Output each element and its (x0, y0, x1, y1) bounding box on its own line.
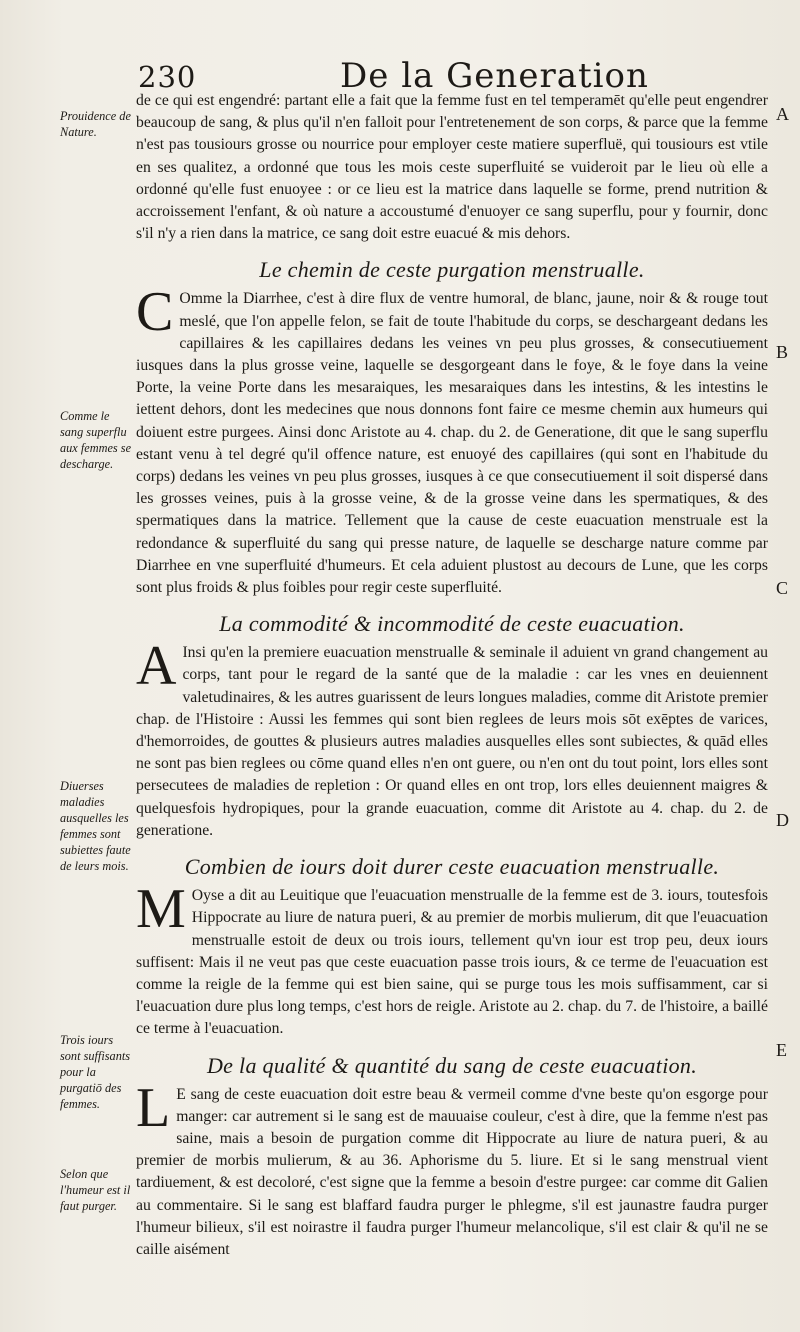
signature-mark: E (776, 1040, 787, 1060)
margin-note: Trois iours sont suffisants pour la purgatiō des femmes. (60, 1033, 131, 1111)
paragraph-text: Omme la Diarrhee, c'est à dire flux de ventre humoral, de blanc, jaune, noir & & rouge tout meslé, que l'on appelle felon, se fait de toute l'habitude du corps, se deschargeant dedans les capillaires & les capillaires dedans les veines vn peu plus grosses, & consecutiuement iusques dans la plus grosse veine, laquelle se desgorgeant dans le foye, & le foye dans la veine Porte, la veine Porte dans les mesaraiques, les mesaraiques dans les intestins, & les intestins le iettent dehors, dont les medecines que nous donnons font faire ce mesme chemin aux humeurs qui doiuent estre purgees. Ainsi donc Aristote au 4. chap. du 2. de Generatione, dit que le sang superflu estant venu à tel degré qu'il offence nature, est enuoyé des capillaires (qui sont en l'habitude du corps) dedans les veines vn peu plus grosses, iusques à ce que consecutiuement il soit dispersé dans les grosses veines, puis à la grosse veine, & de la grosse veine dans les spermatiques, & des spermatiques dans la matrice. Tellement que la cause de ceste euacuation menstruale est la redondance & superfluité du sang qui presse nature, de laquelle se descharge nature comme par Diarrhee en vne superfluité d'humeurs. Et cela aduient plustost au decours de Lune, que les corps sont plus froids & plus foibles pour regir ceste superfluité. (136, 290, 768, 597)
margin-note: Prouidence de Nature. (60, 109, 131, 139)
drop-cap: A (136, 635, 177, 698)
signature-mark: B (776, 342, 789, 362)
paragraph-text: Oyse a dit au Leuitique que l'euacuation menstrualle de la femme est de 3. iours, toutesfois Hippocrate au liure de natura pueri, & au premier de morbis mulierum, dit que l'euacuation menstrualle estoit de deux ou trois iours, tellement qu'vn iour est trop peu, deux iours suffisent: Mais il ne veut pas que ceste euacuation passe trois iours, & ce terme de l'euacuation est comme la reigle de la femme qui est bien saine, qui se purge tous les mois suffisamment, car si l'euacuation dure plus long temps, c'est hors de reigle. Aristote au 2. chap. du 7. de l'histoire, a baillé ce terme à l'euacuation. (136, 887, 768, 1038)
section-heading: Combien de iours doit durer ceste euacuation menstrualle. (184, 854, 720, 880)
signature-mark: D (776, 810, 789, 830)
paragraph (136, 1076, 768, 1262)
signature-mark: C (776, 578, 789, 598)
drop-cap: L (136, 1076, 171, 1139)
paragraph (136, 635, 768, 842)
running-title: De la Generation (340, 56, 649, 96)
paragraph-text: E sang de ceste euacuation doit estre beau & vermeil comme d'vne beste qu'on esgorge pour manger: car autrement si le sang est de mauuaise couleur, c'est à dire, que la femme n'est pas saine, mais a besoin de purgation comme dit Hippocrate au liure de natura pueri, & au premier de morbis mulierum, & au 36. Aphorisme du 5. liure. Et si le sang menstrual vient tardiuement, & est decoloré, c'est signe que la femme a besoin d'estre purgee: car comme dit Galien au commentaire. Si le sang est blaffard faudra purger le phlegme, s'il est jaunastre faudra purger l'humeur bilieux, s'il est noirastre il faudra purger l'humeur melancolique, s'il est clair & qu'il ne se caille aisément (136, 1085, 768, 1258)
margin-note: Comme le sang superflu aux femmes se descharge. (60, 409, 132, 471)
section-heading: Le chemin de ceste purgation menstrualle. (259, 257, 645, 283)
page-number: 230 (138, 60, 197, 94)
main-text (136, 90, 768, 1261)
drop-cap: C (136, 281, 174, 344)
drop-cap: M (136, 878, 186, 941)
paragraph (136, 878, 768, 1040)
margin-note: Diuerses maladies ausquelles les femmes sont subiettes faute de leurs mois. (60, 779, 131, 873)
section-heading: De la qualité & quantité du sang de ceste euacuation. (206, 1052, 698, 1078)
paragraph: de ce qui est engendré: partant elle a fait que la femme fust en tel temperamēt qu'elle peut engendrer beaucoup de sang, & plus qu'il n'en falloit pour l'entretenement de son corps, & parce que la femme n'est pas tousiours grosse ou nourrice pour employer ceste matiere superfluë, qui tousiours est vtile en ses qualitez, a ordonné que tous les mois ceste superfluité se vuideroit par le lieu où elle a ordonné qu'elle fust enuoyee : or ce lieu est la matrice dans laquelle se forme, prend nutrition & accroissement l'enfant, & où nature a accoustumé d'enuoyer ce sang superflu, pour y fournir, donc s'il n'y a rien dans la matrice, ce sang doit estre euacué & mis dehors. (136, 92, 768, 243)
section-heading: La commodité & incommodité de ceste euacuation. (219, 611, 685, 637)
paragraph-text: Insi qu'en la premiere euacuation menstrualle & seminale il aduient vn grand changement au corps, tant pour le regard de la santé que de la maladie : car les vnes en deuiennent valetudinaires, & les autres guarissent de leurs longues maladies, comme dit Aristote premier chap. de l'Histoire : Aussi les femmes qui sont bien reglees de leurs mois sōt exēptes de varices, d'hemorroides, de gouttes & plusieurs autres maladies ausquelles elles sont subiectes, & quād elles ne sont pas bien reglees ou cōme quand elles n'en ont guere, ou n'en ont du tout point, lors elles sont persecutees de maladies de repletion : Or quand elles en ont trop, lors elles deuiennent maigres & quelquesfois hydropiques, pour la grande euacuation, comme dit Aristote au 4. chap. du 2. de generatione. (136, 644, 768, 839)
margin-note: Selon que l'humeur est il faut purger. (60, 1167, 131, 1213)
signature-mark: A (776, 104, 789, 124)
paragraph (136, 281, 768, 599)
